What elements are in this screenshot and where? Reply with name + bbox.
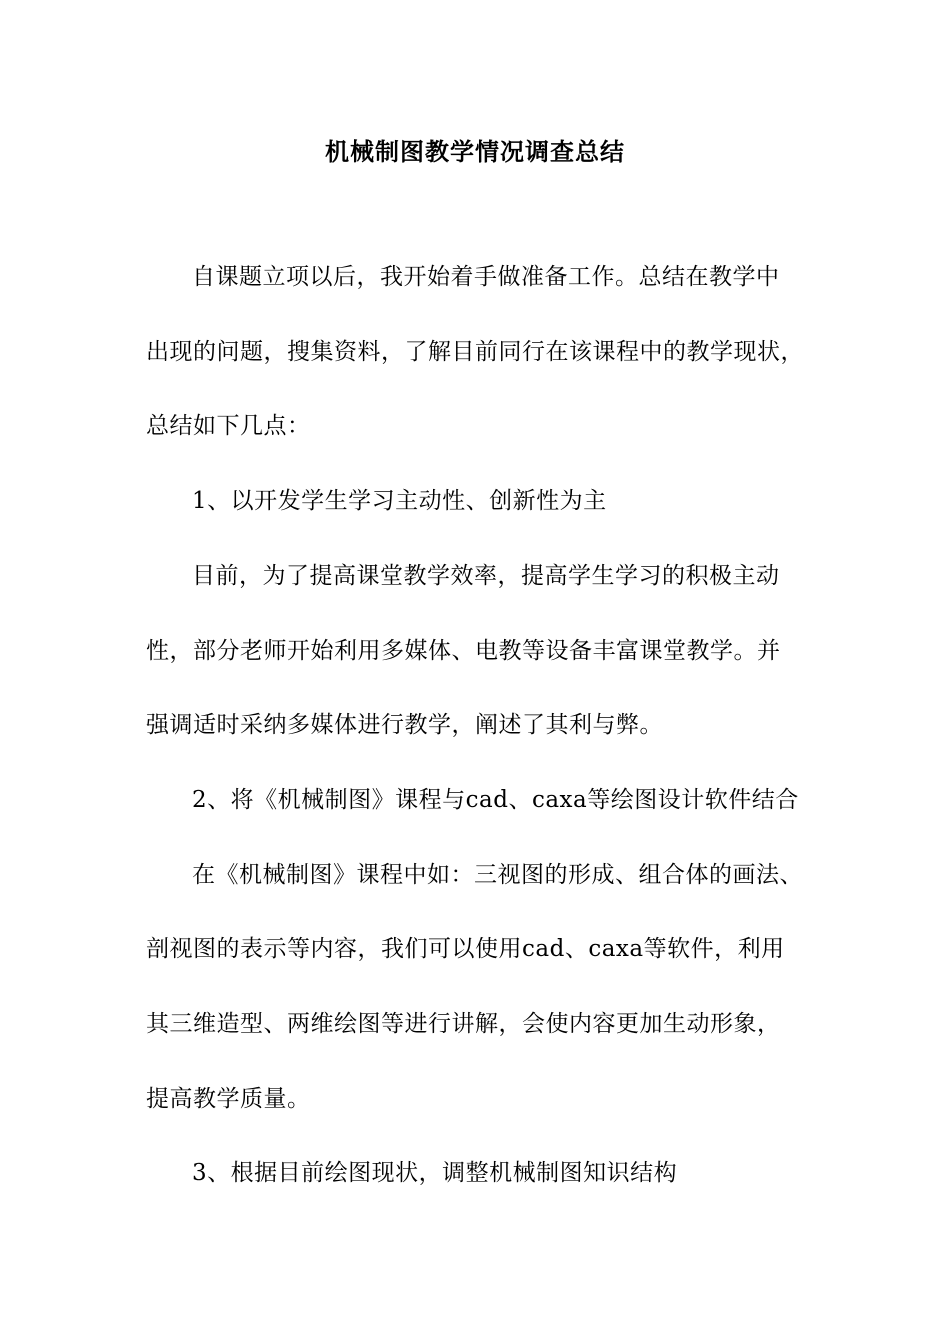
paragraph-line: 强调适时采纳多媒体进行教学，阐述了其利与弊。 bbox=[146, 712, 663, 738]
paragraph-line: 总结如下几点： bbox=[146, 413, 311, 439]
paragraph-line: 剖视图的表示等内容，我们可以使用cad、caxa等软件，利用 bbox=[146, 936, 785, 962]
paragraph-line: 其三维造型、两维绘图等进行讲解，会使内容更加生动形象， bbox=[146, 1011, 781, 1037]
paragraph-line: 提高教学质量。 bbox=[146, 1086, 311, 1112]
paragraph-line: 出现的问题，搜集资料，了解目前同行在该课程中的教学现状， bbox=[146, 339, 804, 365]
section-heading-1: 1、以开发学生学习主动性、创新性为主 bbox=[192, 488, 607, 514]
document-title: 机械制图教学情况调查总结 bbox=[325, 137, 625, 166]
section-heading-2: 2、将《机械制图》课程与cad、caxa等绘图设计软件结合 bbox=[192, 787, 799, 813]
paragraph-line: 自课题立项以后，我开始着手做准备工作。总结在教学中 bbox=[192, 264, 780, 290]
section-heading-3: 3、根据目前绘图现状，调整机械制图知识结构 bbox=[192, 1160, 678, 1186]
paragraph-line: 目前，为了提高课堂教学效率，提高学生学习的积极主动 bbox=[192, 563, 780, 589]
paragraph-line: 在《机械制图》课程中如：三视图的形成、组合体的画法、 bbox=[192, 862, 803, 888]
paragraph-line: 性，部分老师开始利用多媒体、电教等设备丰富课堂教学。并 bbox=[146, 638, 781, 664]
